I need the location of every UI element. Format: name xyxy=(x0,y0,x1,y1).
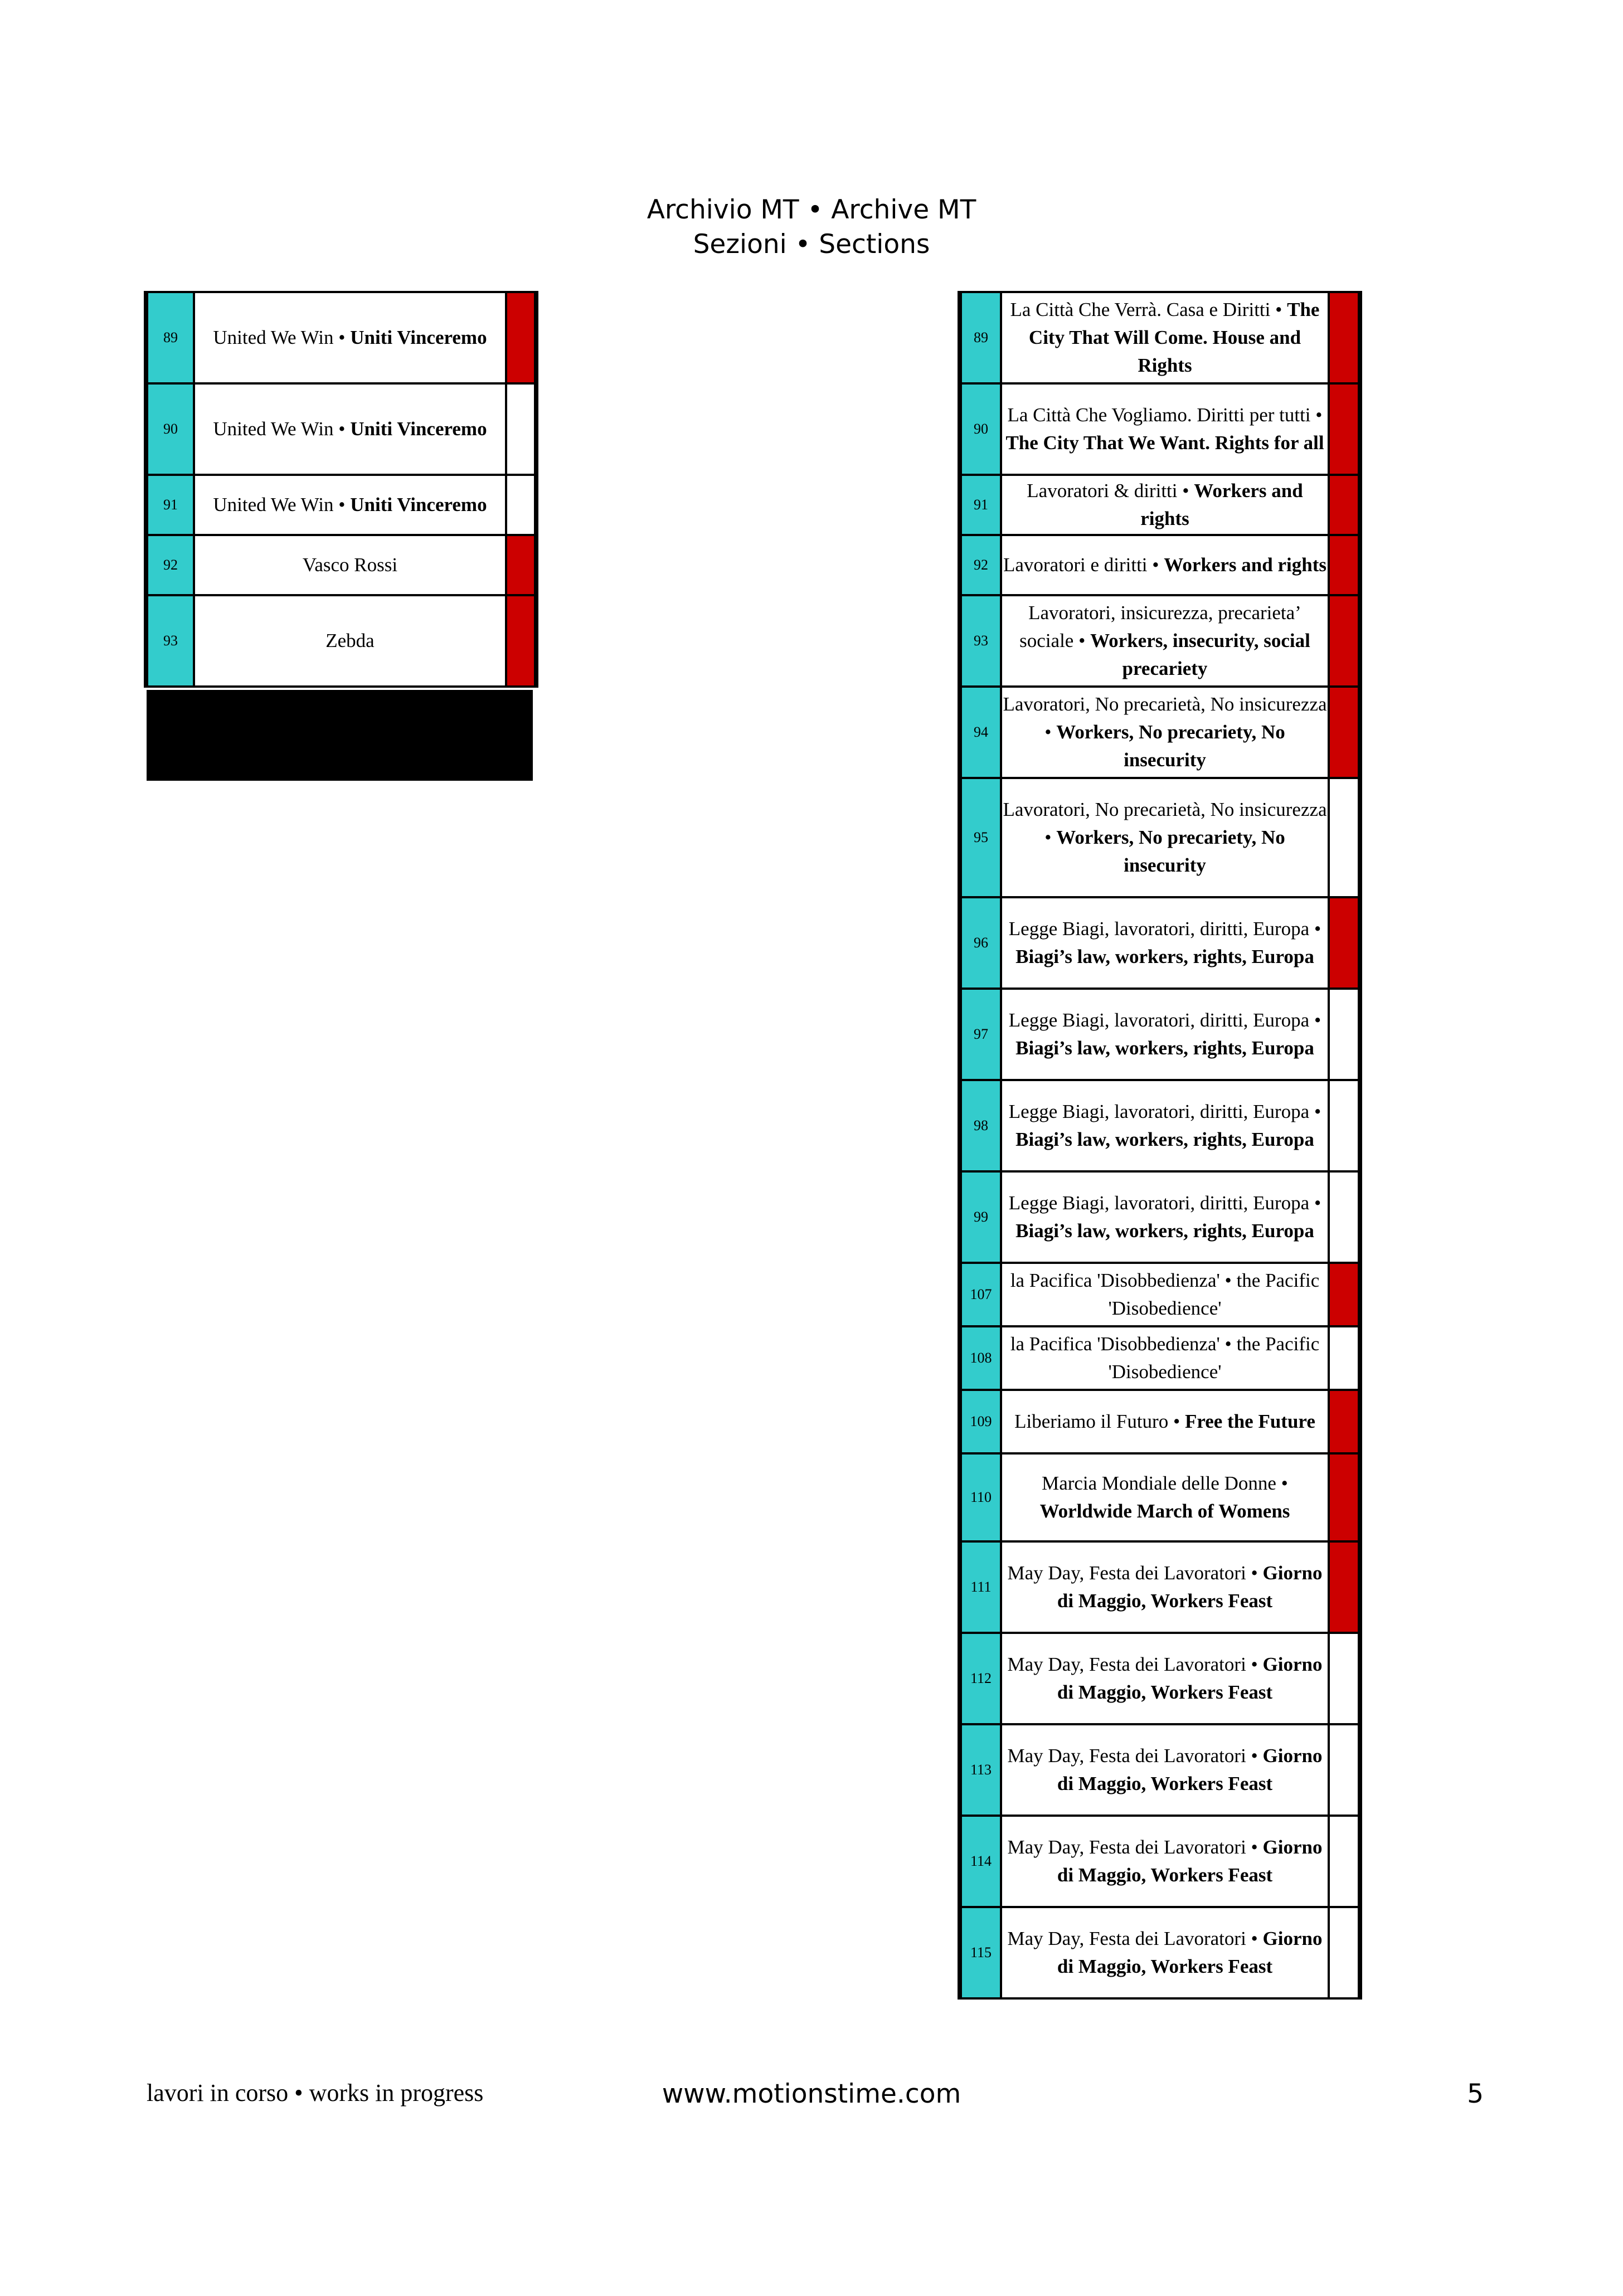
section-title-italian: Lavoratori, No precarietà, No insicurezza • xyxy=(1003,693,1327,743)
section-title-italian: United We Win • xyxy=(213,494,351,515)
section-title-english: Workers and rights xyxy=(1164,554,1326,576)
section-number: 107 xyxy=(960,1263,1001,1326)
section-title xyxy=(1001,1263,1329,1326)
section-row xyxy=(960,1453,1360,1541)
footer-website: www.motionstime.com xyxy=(662,2079,961,2109)
section-number: 90 xyxy=(960,383,1001,475)
section-title xyxy=(1001,1724,1329,1816)
section-title-english: Uniti Vinceremo xyxy=(350,494,487,515)
status-flag xyxy=(1329,778,1360,897)
section-row xyxy=(960,1080,1360,1171)
section-title-italian: Lavoratori & diritti • xyxy=(1027,480,1194,502)
status-flag xyxy=(1329,292,1360,383)
section-title-english: Biagi’s law, workers, rights, Europa xyxy=(1015,1220,1314,1242)
section-title xyxy=(1001,989,1329,1080)
section-row xyxy=(960,1263,1360,1326)
status-flag xyxy=(1329,1633,1360,1724)
section-title-english: Free the Future xyxy=(1184,1410,1315,1432)
section-number: 112 xyxy=(960,1633,1001,1724)
section-number: 109 xyxy=(960,1390,1001,1453)
section-number: 110 xyxy=(960,1453,1001,1541)
section-title xyxy=(1001,1080,1329,1171)
section-number: 114 xyxy=(960,1816,1001,1907)
section-number: 89 xyxy=(146,292,194,383)
section-title xyxy=(1001,1326,1329,1390)
section-title xyxy=(1001,1390,1329,1453)
section-title xyxy=(1001,1907,1329,1998)
status-flag xyxy=(1329,1816,1360,1907)
section-number: 91 xyxy=(960,475,1001,535)
section-number: 93 xyxy=(146,595,194,687)
section-number: 111 xyxy=(960,1541,1001,1633)
status-flag xyxy=(1329,475,1360,535)
section-title-english: Uniti Vinceremo xyxy=(350,418,487,440)
section-number: 92 xyxy=(960,535,1001,595)
status-flag xyxy=(1329,1080,1360,1171)
section-title-english: Giorno di Maggio, Workers Feast xyxy=(1057,1836,1323,1886)
status-flag xyxy=(1329,1390,1360,1453)
section-number: 115 xyxy=(960,1907,1001,1998)
section-title xyxy=(194,535,506,595)
section-title-italian: Legge Biagi, lavoratori, diritti, Europa • xyxy=(1008,1192,1321,1214)
section-title-italian: la Pacifica 'Disobbedienza' • the Pacific 'Disobedience' xyxy=(1010,1333,1320,1383)
section-title-italian: Marcia Mondiale delle Donne • xyxy=(1042,1472,1288,1494)
status-flag xyxy=(1329,1171,1360,1263)
section-row xyxy=(960,897,1360,989)
section-title xyxy=(1001,292,1329,383)
section-title-italian: May Day, Festa dei Lavoratori • xyxy=(1007,1928,1263,1949)
section-title xyxy=(1001,1171,1329,1263)
section-number: 94 xyxy=(960,687,1001,778)
status-flag xyxy=(506,595,536,687)
section-row xyxy=(960,1816,1360,1907)
status-flag xyxy=(506,292,536,383)
section-row xyxy=(960,475,1360,535)
section-title-english: Uniti Vinceremo xyxy=(350,327,487,348)
section-title-english: The City That Will Come. House and Rights xyxy=(1028,299,1320,376)
section-title-italian: United We Win • xyxy=(213,418,351,440)
sections-subtitle: Sezioni • Sections xyxy=(693,229,930,260)
right-sections-table xyxy=(958,291,1362,2000)
page-header xyxy=(0,193,1623,262)
section-title-italian: Legge Biagi, lavoratori, diritti, Europa • xyxy=(1008,1101,1321,1122)
section-number: 113 xyxy=(960,1724,1001,1816)
section-title xyxy=(1001,1541,1329,1633)
section-number: 96 xyxy=(960,897,1001,989)
section-title-english: Biagi’s law, workers, rights, Europa xyxy=(1015,946,1314,967)
section-number: 90 xyxy=(146,383,194,475)
section-number: 99 xyxy=(960,1171,1001,1263)
section-row xyxy=(960,1541,1360,1633)
section-row xyxy=(146,535,536,595)
status-flag xyxy=(1329,1263,1360,1326)
section-title xyxy=(1001,1453,1329,1541)
section-title-italian: Lavoratori, No precarietà, No insicurezza • xyxy=(1003,799,1327,848)
status-flag xyxy=(506,383,536,475)
section-title xyxy=(1001,383,1329,475)
section-number: 93 xyxy=(960,595,1001,687)
section-title-english: Giorno di Maggio, Workers Feast xyxy=(1057,1928,1323,1977)
section-title xyxy=(1001,535,1329,595)
status-flag xyxy=(1329,1326,1360,1390)
page-number: 5 xyxy=(1467,2079,1484,2109)
section-title-italian: Legge Biagi, lavoratori, diritti, Europa • xyxy=(1008,918,1321,940)
archive-title: Archivio MT • Archive MT xyxy=(647,194,976,225)
section-row xyxy=(960,1907,1360,1998)
section-row xyxy=(960,1326,1360,1390)
section-title-english: Workers, No precariety, No insecurity xyxy=(1056,721,1285,771)
section-row xyxy=(960,383,1360,475)
section-title xyxy=(194,383,506,475)
status-flag xyxy=(1329,535,1360,595)
section-title-english: Giorno di Maggio, Workers Feast xyxy=(1057,1562,1323,1612)
status-flag xyxy=(1329,1541,1360,1633)
section-title-italian: May Day, Festa dei Lavoratori • xyxy=(1007,1836,1263,1858)
status-flag xyxy=(1329,1453,1360,1541)
section-title xyxy=(194,292,506,383)
section-title-english: Giorno di Maggio, Workers Feast xyxy=(1057,1653,1323,1703)
section-row xyxy=(960,595,1360,687)
section-title-italian: May Day, Festa dei Lavoratori • xyxy=(1007,1562,1263,1584)
section-number: 97 xyxy=(960,989,1001,1080)
section-row xyxy=(960,989,1360,1080)
section-number: 98 xyxy=(960,1080,1001,1171)
section-title-english: Workers, insecurity, social precariety xyxy=(1090,630,1310,679)
section-row xyxy=(146,383,536,475)
section-title xyxy=(1001,1633,1329,1724)
section-row xyxy=(960,292,1360,383)
section-row xyxy=(960,1724,1360,1816)
footer-works-in-progress: lavori in corso • works in progress xyxy=(147,2079,484,2107)
section-title xyxy=(194,595,506,687)
section-title-english: The City That We Want. Rights for all xyxy=(1005,432,1324,454)
section-title xyxy=(194,475,506,535)
section-row xyxy=(960,687,1360,778)
section-title-italian: Zebda xyxy=(325,630,375,651)
section-row xyxy=(960,1171,1360,1263)
section-title xyxy=(1001,687,1329,778)
section-title-english: Worldwide March of Womens xyxy=(1039,1500,1290,1522)
section-title-italian: la Pacifica 'Disobbedienza' • the Pacific 'Disobedience' xyxy=(1010,1269,1320,1319)
section-title-italian: Lavoratori e diritti • xyxy=(1003,554,1164,576)
section-title-english: Giorno di Maggio, Workers Feast xyxy=(1057,1745,1323,1794)
status-flag xyxy=(1329,1724,1360,1816)
section-title-english: Biagi’s law, workers, rights, Europa xyxy=(1015,1128,1314,1150)
section-title-italian: May Day, Festa dei Lavoratori • xyxy=(1007,1745,1263,1767)
section-number: 108 xyxy=(960,1326,1001,1390)
status-flag xyxy=(1329,989,1360,1080)
section-title-italian: United We Win • xyxy=(213,327,351,348)
section-row xyxy=(960,1390,1360,1453)
section-row xyxy=(146,595,536,687)
section-row xyxy=(146,475,536,535)
section-number: 91 xyxy=(146,475,194,535)
section-row xyxy=(960,1633,1360,1724)
section-title-italian: May Day, Festa dei Lavoratori • xyxy=(1007,1653,1263,1675)
status-flag xyxy=(1329,1907,1360,1998)
status-flag xyxy=(1329,595,1360,687)
section-row xyxy=(960,778,1360,897)
section-title-english: Workers and rights xyxy=(1140,480,1303,529)
section-title-italian: La Città Che Verrà. Casa e Diritti • xyxy=(1010,299,1287,320)
section-title-italian: Legge Biagi, lavoratori, diritti, Europa • xyxy=(1008,1009,1321,1031)
status-flag xyxy=(1329,687,1360,778)
section-title xyxy=(1001,475,1329,535)
section-title-english: Biagi’s law, workers, rights, Europa xyxy=(1015,1037,1314,1059)
section-title xyxy=(1001,778,1329,897)
section-title xyxy=(1001,1816,1329,1907)
section-row xyxy=(960,535,1360,595)
section-title xyxy=(1001,595,1329,687)
status-flag xyxy=(506,475,536,535)
section-title-italian: Lavoratori, insicurezza, precarieta’ sociale • xyxy=(1019,602,1301,651)
status-flag xyxy=(1329,897,1360,989)
section-title-english: Workers, No precariety, No insecurity xyxy=(1056,826,1285,876)
status-flag xyxy=(506,535,536,595)
status-flag xyxy=(1329,383,1360,475)
section-number: 89 xyxy=(960,292,1001,383)
section-number: 92 xyxy=(146,535,194,595)
section-title-italian: La Città Che Vogliamo. Diritti per tutti • xyxy=(1007,404,1323,426)
left-sections-table xyxy=(144,291,538,688)
section-title xyxy=(1001,897,1329,989)
section-number: 95 xyxy=(960,778,1001,897)
section-row xyxy=(146,292,536,383)
section-title-italian: Vasco Rossi xyxy=(302,554,398,576)
black-block xyxy=(147,690,533,781)
section-title-italian: Liberiamo il Futuro • xyxy=(1014,1410,1185,1432)
